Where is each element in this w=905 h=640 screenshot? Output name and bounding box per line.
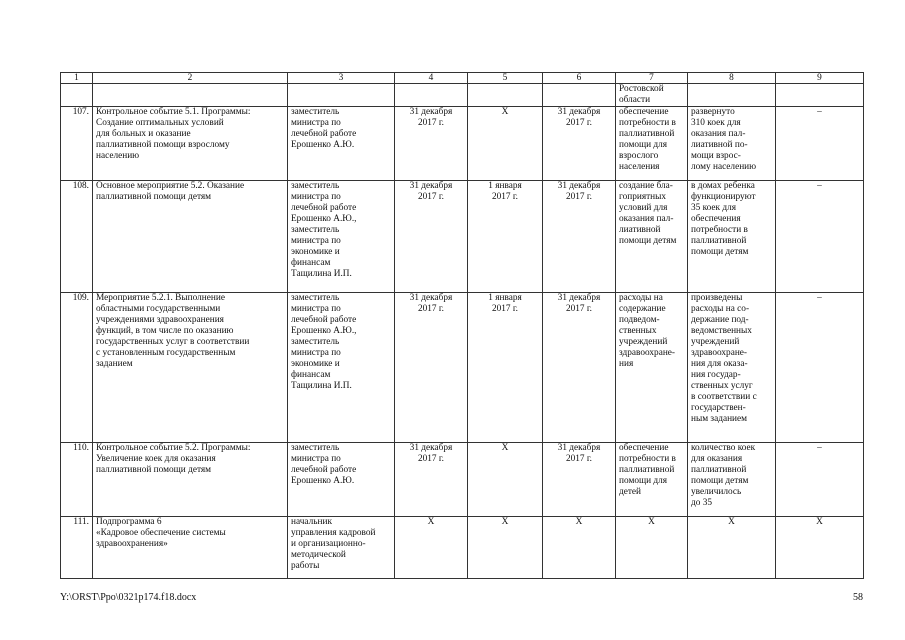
row-expected-result: обеспечение потребности в паллиативной помощи для взрослого населения [616, 107, 688, 181]
table-row [61, 181, 864, 293]
row-name: Контрольное событие 5.2. Программы: Увеличение коек для оказания паллиативной помощи детям [93, 443, 288, 517]
row-responsible: заместитель министра по лечебной работе Ерошенко А.Ю., заместитель министра по экономике и финансам Тащилина И.П. [288, 181, 395, 293]
row-number: 107. [61, 107, 93, 181]
column-number: 1 [61, 73, 93, 84]
row-responsible: заместитель министра по лечебной работе Ерошенко А.Ю., заместитель министра по экономике и финансам Тащилина И.П. [288, 293, 395, 443]
plan-table [60, 72, 864, 579]
row-responsible: заместитель министра по лечебной работе Ерошенко А.Ю. [288, 443, 395, 517]
page-number: 58 [853, 592, 863, 603]
table-row [61, 107, 864, 181]
column-number: 5 [468, 73, 543, 84]
row-note: – [776, 181, 864, 293]
row-date-start: Х [468, 443, 543, 517]
column-number-header-row [61, 73, 864, 84]
row-name: Подпрограмма 6 «Кадровое обеспечение системы здравоохранения» [93, 517, 288, 579]
row-actual-result: в домах ребенка функционируют 35 коек для обеспечения потребности в паллиативной помощи детям [688, 181, 776, 293]
row-responsible [288, 84, 395, 107]
row-date-end: 31 декабря 2017 г. [543, 181, 616, 293]
row-expected-result: Х [616, 517, 688, 579]
row-date-start: Х [468, 517, 543, 579]
row-name [93, 84, 288, 107]
row-date-planned: 31 декабря 2017 г. [395, 443, 468, 517]
column-number: 7 [616, 73, 688, 84]
row-date-planned [395, 84, 468, 107]
column-number: 4 [395, 73, 468, 84]
row-date-end: Х [543, 517, 616, 579]
row-name: Основное мероприятие 5.2. Оказание паллиативной помощи детям [93, 181, 288, 293]
row-number: 109. [61, 293, 93, 443]
row-name: Контрольное событие 5.1. Программы: Создание оптимальных условий для больных и оказание паллиативной помощи взрослому населению [93, 107, 288, 181]
row-expected-result: Ростовской области [616, 84, 688, 107]
column-number: 3 [288, 73, 395, 84]
row-name: Мероприятие 5.2.1. Выполнение областными государственными учреждениями здравоохранения функций, в том числе по оказанию государственных услуг в соответствии с установленным государственным заданием [93, 293, 288, 443]
table-row [61, 517, 864, 579]
row-date-start: Х [468, 107, 543, 181]
row-number: 111. [61, 517, 93, 579]
row-actual-result: Х [688, 517, 776, 579]
table-row [61, 293, 864, 443]
row-number [61, 84, 93, 107]
row-date-planned: 31 декабря 2017 г. [395, 107, 468, 181]
row-note: – [776, 443, 864, 517]
row-date-end [543, 84, 616, 107]
column-number: 9 [776, 73, 864, 84]
row-actual-result: количество коек для оказания паллиативной помощи детям увеличилось до 35 [688, 443, 776, 517]
row-date-end: 31 декабря 2017 г. [543, 293, 616, 443]
row-note: – [776, 293, 864, 443]
table-row [61, 84, 864, 107]
row-number: 108. [61, 181, 93, 293]
table-row [61, 443, 864, 517]
row-date-start [468, 84, 543, 107]
row-actual-result [688, 84, 776, 107]
row-responsible: начальник управления кадровой и организационно- методической работы [288, 517, 395, 579]
row-date-start: 1 января 2017 г. [468, 181, 543, 293]
row-actual-result: развернуто 310 коек для оказания пал- лиативной по- мощи взрос- лому населению [688, 107, 776, 181]
row-expected-result: расходы на содержание подведом- ственных учреждений здравоохране- ния [616, 293, 688, 443]
row-date-end: 31 декабря 2017 г. [543, 107, 616, 181]
row-note: Х [776, 517, 864, 579]
file-path: Y:\ORST\Ppo\0321p174.f18.docx [60, 592, 197, 603]
column-number: 2 [93, 73, 288, 84]
row-expected-result: обеспечение потребности в паллиативной помощи для детей [616, 443, 688, 517]
row-number: 110. [61, 443, 93, 517]
row-date-planned: 31 декабря 2017 г. [395, 181, 468, 293]
row-responsible: заместитель министра по лечебной работе Ерошенко А.Ю. [288, 107, 395, 181]
row-date-end: 31 декабря 2017 г. [543, 443, 616, 517]
row-note [776, 84, 864, 107]
column-number: 6 [543, 73, 616, 84]
row-date-planned: Х [395, 517, 468, 579]
row-note: – [776, 107, 864, 181]
row-actual-result: произведены расходы на со- держание под- ведомственных учреждений здравоохране- ния для оказа- ния государ- ственных услуг в соответствии с государствен- ным заданием [688, 293, 776, 443]
row-expected-result: создание бла- гоприятных условий для оказания пал- лиативной помощи детям [616, 181, 688, 293]
row-date-start: 1 января 2017 г. [468, 293, 543, 443]
row-date-planned: 31 декабря 2017 г. [395, 293, 468, 443]
column-number: 8 [688, 73, 776, 84]
